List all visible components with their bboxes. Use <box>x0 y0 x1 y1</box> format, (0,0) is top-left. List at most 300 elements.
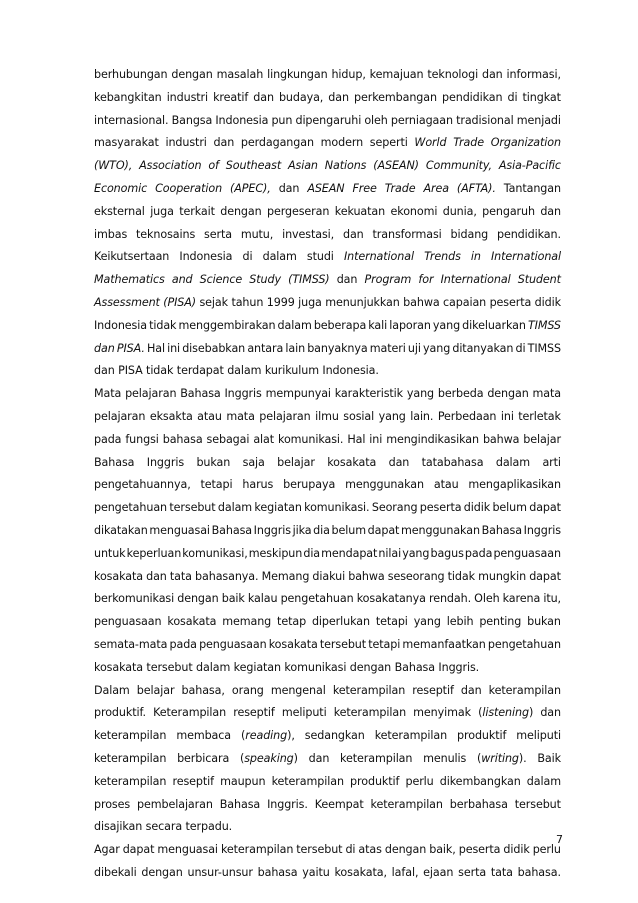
word: keterampilan <box>94 729 167 743</box>
word: mutu, <box>240 227 274 241</box>
word: didik <box>534 295 561 309</box>
word: dalam <box>495 455 531 469</box>
word: yaitu <box>302 865 330 879</box>
word: memanfaatkan <box>402 637 486 651</box>
word: oleh <box>364 113 388 127</box>
word: mata <box>226 409 255 423</box>
word: tersebut <box>296 843 343 857</box>
word-group <box>477 748 527 771</box>
italic-word: (TIMSS) <box>288 273 330 287</box>
text-line <box>94 132 561 155</box>
italic-word: (ASEAN) <box>373 159 419 173</box>
word: Oleh <box>474 592 500 606</box>
word: belum <box>331 523 366 537</box>
word: mungkin <box>478 569 527 583</box>
word: reseptif <box>233 706 275 720</box>
word: Keterampilan <box>153 706 227 720</box>
word: nilai <box>378 546 402 560</box>
word: kosakata <box>94 569 143 583</box>
italic-word: and <box>171 273 193 287</box>
word: menulis <box>423 751 467 765</box>
word: tetapi <box>200 478 233 492</box>
italic-word: TIMSS <box>527 318 561 332</box>
word: dan <box>308 751 330 765</box>
paragraph <box>94 383 561 679</box>
word: pengetahuannya, <box>94 478 191 492</box>
word: meliputi <box>516 729 561 743</box>
word: baik, <box>429 843 456 857</box>
word: ( <box>478 706 483 720</box>
word: produktif <box>457 729 507 743</box>
word: Bahasa <box>219 797 261 811</box>
word: pelajaran <box>94 409 146 423</box>
word: Indonesia <box>94 318 147 332</box>
word: tradisional <box>456 113 514 127</box>
word-group <box>478 702 533 725</box>
italic-word: International <box>440 273 511 287</box>
word: disebabkan <box>182 341 246 355</box>
word: pengetahuan <box>487 637 561 651</box>
word: teknologi <box>427 68 479 81</box>
text-line <box>94 338 561 361</box>
word: dan <box>342 227 364 241</box>
word: atas <box>358 843 382 857</box>
word: peserta <box>489 295 532 309</box>
text-line <box>94 474 561 497</box>
word: komunikasi. <box>304 501 370 515</box>
word: tidak <box>447 569 475 583</box>
word: ). <box>518 751 527 765</box>
italic-word: Program <box>364 273 412 287</box>
word: Seorang <box>371 501 418 515</box>
word-group <box>240 748 298 771</box>
word: modern <box>320 136 364 150</box>
word: imbas <box>94 227 128 241</box>
word: beberapa <box>313 318 367 332</box>
word: industri <box>165 136 207 150</box>
word: Inggris <box>224 387 262 401</box>
word: proses <box>94 797 131 811</box>
word: Bangsa <box>171 113 213 127</box>
word: bahwa <box>482 432 520 446</box>
word: unsur-unsur <box>187 865 253 879</box>
word: perdagangan <box>240 136 314 150</box>
word: pendidikan <box>442 90 503 104</box>
word: dikatakan <box>94 523 148 537</box>
word: materi <box>369 341 406 355</box>
word: menggunakan <box>345 478 424 492</box>
italic-word: International <box>491 250 561 264</box>
word: mengindikasikan <box>386 432 479 446</box>
text-line <box>94 315 561 338</box>
word: masalah <box>216 68 264 81</box>
word: perlu <box>405 774 434 788</box>
word: yang <box>378 409 406 423</box>
word: keterampilan <box>374 729 448 743</box>
word: Inggris <box>253 523 291 537</box>
word: bukan <box>196 455 231 469</box>
word: pembelajaran <box>137 797 213 811</box>
word: ini <box>167 341 181 355</box>
word: menunjukkan <box>325 295 400 309</box>
word: karena <box>502 592 541 606</box>
text-line <box>94 497 561 520</box>
italic-word: Nations <box>324 159 367 173</box>
word: Keempat <box>314 797 364 811</box>
word: keterampilan <box>220 843 294 857</box>
italic-word: Mathematics <box>94 273 165 287</box>
word: keterampilan <box>94 751 167 765</box>
word: berhubungan <box>94 68 168 81</box>
text-line <box>94 702 561 725</box>
text-line <box>94 680 561 703</box>
word: uji <box>407 341 421 355</box>
word: serta <box>458 865 487 879</box>
text-line <box>94 657 561 680</box>
italic-word: of <box>208 159 219 173</box>
word: penguasaan <box>493 546 561 560</box>
word: komunikasi, <box>182 546 248 560</box>
word: maupun <box>220 774 266 788</box>
word: didik <box>503 843 530 857</box>
italic-word: (APEC), <box>230 181 271 195</box>
word: ini <box>500 409 514 423</box>
italic-word: Trade <box>384 181 416 195</box>
word: dibekali <box>94 865 137 879</box>
word: atau <box>197 409 222 423</box>
text-line <box>94 520 561 543</box>
word: baik <box>221 592 245 606</box>
word: lafal, <box>391 865 419 879</box>
word: kebangkitan <box>94 90 162 104</box>
text-line <box>94 862 561 885</box>
word: saja <box>242 455 265 469</box>
text-line <box>94 611 561 634</box>
word: tatabahasa <box>421 455 484 469</box>
word: ) <box>293 751 298 765</box>
paragraph <box>94 839 561 885</box>
word: tersebut <box>514 797 561 811</box>
word: pengetahuan <box>94 501 168 515</box>
word: masyarakat <box>94 136 159 150</box>
word: industri <box>166 90 209 104</box>
text-segment: dan PISA tidak terdapat dalam kurikulum Indonesia. <box>94 364 379 378</box>
word: berupaya <box>283 478 336 492</box>
word: didik <box>463 501 491 515</box>
word: mempunyai <box>265 387 331 401</box>
word: produktif <box>350 774 400 788</box>
italic-word: (WTO), <box>94 159 133 173</box>
text-line <box>94 839 561 862</box>
word: fungsi <box>125 432 159 446</box>
italic-word: Science <box>199 273 243 287</box>
text-line <box>94 452 561 475</box>
word: peserta <box>419 501 462 515</box>
text-line <box>94 87 561 110</box>
word: dengan <box>384 843 427 857</box>
word: kalau <box>247 592 278 606</box>
word: penguasaan <box>94 615 162 629</box>
word: bukan <box>527 615 561 629</box>
word: dengan <box>141 865 183 879</box>
word: dalam <box>217 501 253 515</box>
word: tata <box>169 569 192 583</box>
italic-word: writing <box>481 751 519 765</box>
word: menyimak <box>413 706 471 720</box>
word: juga <box>150 204 174 218</box>
word: berbeda <box>437 387 484 401</box>
word: dan <box>540 204 561 218</box>
italic-word: Trade <box>453 136 484 150</box>
italic-word: (AFTA). <box>456 181 496 195</box>
word: pada <box>169 637 197 651</box>
word: menggunakan <box>401 523 480 537</box>
word: Tantangan <box>503 181 561 195</box>
word: ( <box>476 751 482 765</box>
text-segment: disajikan secara terpadu. <box>94 820 233 834</box>
word: banyaknya <box>307 341 368 355</box>
word: ejaan <box>423 865 454 879</box>
word: kreatif <box>213 90 249 104</box>
text-line <box>94 588 561 611</box>
text-line <box>94 360 561 383</box>
word: laporan <box>389 318 431 332</box>
italic-word: dan <box>94 341 115 355</box>
text-line <box>94 64 561 87</box>
word: dapat <box>367 523 400 537</box>
paragraph <box>94 680 561 840</box>
word: keterampilan <box>332 683 406 697</box>
word: atau <box>433 478 459 492</box>
word: eksakta <box>149 409 193 423</box>
text-line <box>94 794 561 817</box>
italic-word: speaking <box>244 751 294 765</box>
word: ( <box>241 729 246 743</box>
italic-word: Organization <box>490 136 561 150</box>
word: meskipun <box>248 546 303 560</box>
text-segment: kosakata tersebut dalam kegiatan komunikasi dengan Bahasa Inggris. <box>94 660 480 674</box>
word: pelajaran <box>125 387 177 401</box>
word: diakui <box>312 569 346 583</box>
word: keperluan <box>126 546 182 560</box>
text-line <box>94 634 561 657</box>
italic-word: for <box>418 273 434 287</box>
text-line <box>94 748 561 771</box>
word: dan <box>540 706 561 720</box>
word: lingkungan <box>267 68 328 81</box>
word: dia <box>303 546 321 560</box>
word: transformasi <box>372 227 442 241</box>
italic-word: Community, <box>425 159 492 173</box>
word: rendah. <box>428 592 472 606</box>
word: keterampilan <box>271 774 344 788</box>
word: produktif. <box>94 706 146 720</box>
word: tingkat <box>522 90 561 104</box>
word: teknosains <box>136 227 196 241</box>
word: keterampilan <box>333 706 407 720</box>
word: untuk <box>94 546 126 560</box>
word: sedangkan <box>304 729 365 743</box>
italic-word: listening <box>482 706 529 720</box>
italic-word: in <box>470 250 481 264</box>
word: yang <box>413 615 441 629</box>
word: tetapi <box>368 637 401 651</box>
word: terkait <box>179 204 215 218</box>
word: ), <box>287 729 295 743</box>
word: arti <box>542 455 561 469</box>
word: perkembangan <box>353 90 437 104</box>
word: kosakata, <box>334 865 387 879</box>
word: investasi, <box>282 227 335 241</box>
word: bahasa. <box>517 865 561 879</box>
word: Bahasa <box>94 455 135 469</box>
word: dengan <box>487 387 529 401</box>
word: Mata <box>94 387 122 401</box>
word: komunikasi. <box>278 432 344 446</box>
word: Hal <box>146 341 165 355</box>
word: penguasaan <box>199 637 267 651</box>
word: pengaruh <box>482 204 535 218</box>
word: dengan <box>171 68 213 81</box>
word: menggembirakan <box>178 318 276 332</box>
word: keterampilan <box>94 774 167 788</box>
word: Keikutsertaan <box>94 250 170 264</box>
italic-word: PISA. <box>116 341 145 355</box>
word: internasional. <box>94 113 169 127</box>
word: kosakata <box>327 455 377 469</box>
word: orang <box>231 683 264 697</box>
word: sebagai <box>206 432 250 446</box>
text-line <box>94 771 561 794</box>
word: yang <box>423 341 451 355</box>
word: perniagaan <box>390 113 453 127</box>
text-line <box>94 406 561 429</box>
word: diperlukan <box>311 615 370 629</box>
italic-word: Economic <box>94 181 148 195</box>
text-line <box>94 269 561 292</box>
italic-word: Area <box>423 181 449 195</box>
word: dan <box>336 273 358 287</box>
word: harus <box>242 478 274 492</box>
word: bagus <box>430 546 464 560</box>
word: Hal <box>347 432 366 446</box>
word: Agar <box>94 843 120 857</box>
italic-word: Asian <box>287 159 318 173</box>
word: lain. <box>410 409 434 423</box>
word: lebih <box>446 615 474 629</box>
word: juga <box>298 295 322 309</box>
word: Dalam <box>94 683 130 697</box>
word: belajar <box>277 455 315 469</box>
word: dan <box>388 455 410 469</box>
text-line <box>94 246 561 269</box>
italic-word: Study <box>249 273 281 287</box>
word: Inggris <box>146 455 185 469</box>
word: meliputi <box>281 706 327 720</box>
text-line <box>94 725 561 748</box>
word: perlu <box>532 843 561 857</box>
text-line <box>94 383 561 406</box>
word: seseorang <box>387 569 445 583</box>
word: bahasa <box>162 432 203 446</box>
word: eksternal <box>94 204 145 218</box>
word: dapat <box>529 569 561 583</box>
word: dapat <box>529 501 561 515</box>
italic-word: International <box>343 250 414 264</box>
word: kemajuan <box>369 68 424 81</box>
word: dunia, <box>442 204 477 218</box>
italic-word: Association <box>139 159 202 173</box>
word: tata <box>490 865 513 879</box>
word: dengan <box>220 204 262 218</box>
word: terletak <box>518 409 561 423</box>
italic-word: Assessment <box>94 295 160 309</box>
italic-word: (PISA) <box>163 295 197 309</box>
word: keterampilan <box>488 683 561 697</box>
word: dipengaruhi <box>295 113 362 127</box>
word: kegiatan <box>254 501 302 515</box>
word: bahwa <box>348 569 385 583</box>
word: kekuatan <box>334 204 386 218</box>
word: ditanyakan <box>452 341 514 355</box>
word: 1999 <box>266 295 295 309</box>
italic-word: Trends <box>424 250 461 264</box>
word: dia <box>313 523 330 537</box>
word: lain <box>285 341 306 355</box>
word: di <box>515 341 526 355</box>
word: dapat <box>122 843 155 857</box>
word: alat <box>253 432 275 446</box>
word: belajar <box>136 683 175 697</box>
text-line <box>94 155 561 178</box>
italic-word: Cooperation <box>155 181 223 195</box>
word: memang <box>222 615 272 629</box>
word: capaian <box>443 295 487 309</box>
italic-word: Asia-Pacific <box>498 159 561 173</box>
word: studi <box>306 250 334 264</box>
document-body <box>94 64 561 885</box>
word: Indonesia <box>179 250 233 264</box>
word: belajar <box>523 432 561 446</box>
word: dalam <box>277 318 312 332</box>
word: pada <box>94 432 122 446</box>
word: keterampilan <box>340 751 413 765</box>
document-page <box>94 64 561 885</box>
word: pun <box>271 113 293 127</box>
word: bahwa <box>403 295 440 309</box>
word: kosakatanya <box>356 592 426 606</box>
word: mengaplikasikan <box>468 478 561 492</box>
word: Indonesia <box>215 113 269 127</box>
word: mengenal <box>270 683 326 697</box>
paragraph <box>94 64 561 383</box>
word: sejak <box>199 295 229 309</box>
word: menguasai <box>157 843 218 857</box>
italic-word: Southeast <box>225 159 282 173</box>
word: penting <box>479 615 522 629</box>
word: reseptif <box>172 774 214 788</box>
word: bidang <box>450 227 489 241</box>
word: budaya, <box>278 90 324 104</box>
word: ilmu <box>315 409 339 423</box>
word: jika <box>292 523 312 537</box>
word: tersebut <box>169 501 216 515</box>
word: tahun <box>231 295 264 309</box>
word: kosakata <box>167 615 217 629</box>
word: Perbedaan <box>437 409 497 423</box>
text-line <box>94 178 561 201</box>
word: antara <box>247 341 284 355</box>
